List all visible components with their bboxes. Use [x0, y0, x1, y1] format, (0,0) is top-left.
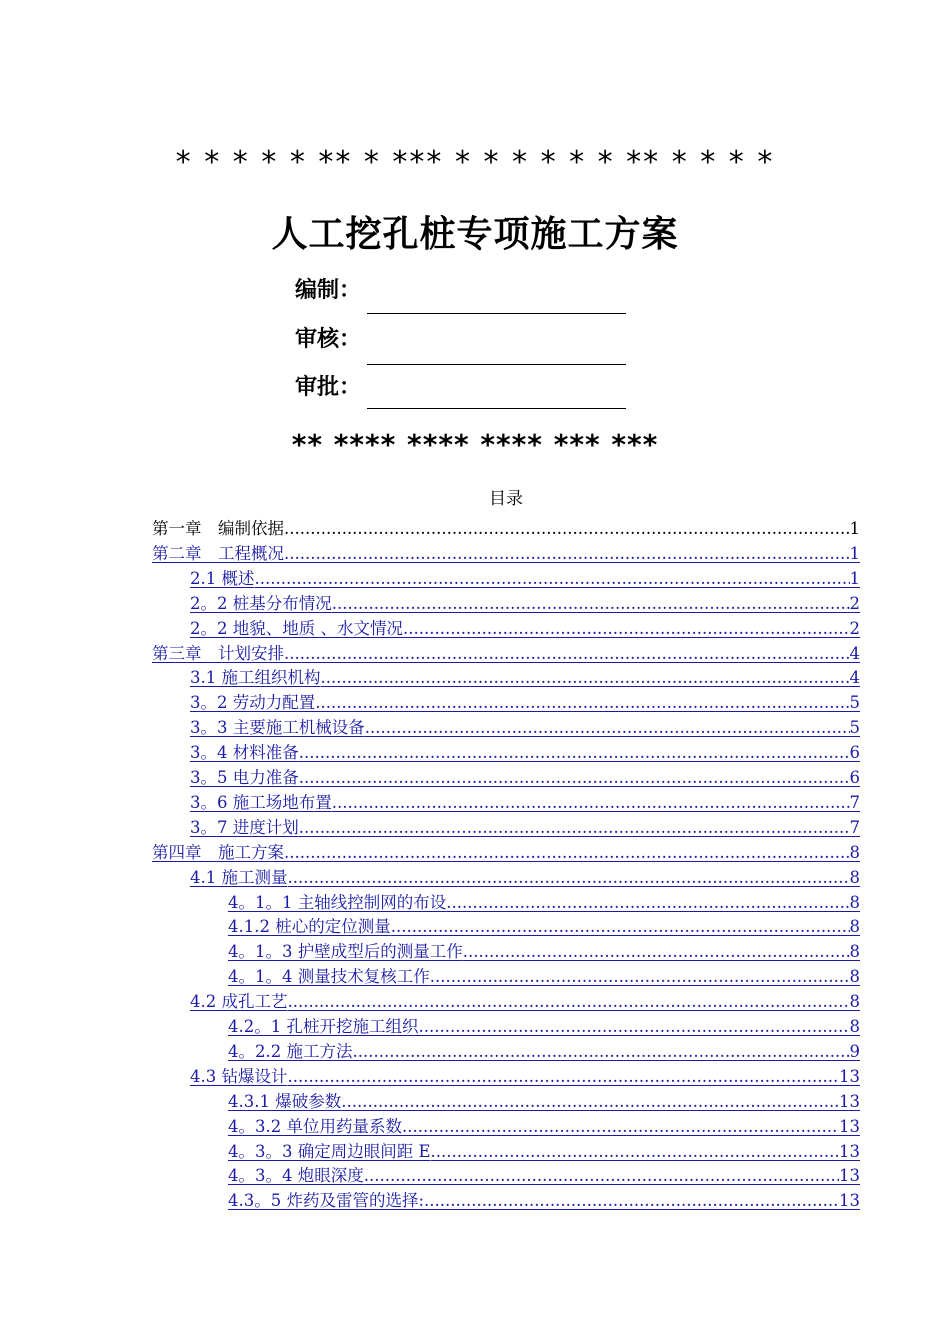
- toc-dot-leader: [299, 741, 850, 765]
- toc-entry: [152, 517, 860, 541]
- toc-entry-title: 2.1 概述: [190, 568, 255, 588]
- toc-entry[interactable]: [228, 1090, 860, 1114]
- toc-entry[interactable]: [228, 1115, 860, 1139]
- approved-by-signature-line: [367, 408, 626, 409]
- toc-entry-page-number: 13: [839, 1066, 860, 1086]
- toc-entry[interactable]: [228, 1140, 860, 1164]
- toc-dot-leader: [463, 940, 850, 964]
- compiled-by-signature-line: [367, 313, 626, 314]
- toc-entry-title: 3。4 材料准备: [190, 743, 299, 763]
- toc-entry-title: 3。5 电力准备: [190, 768, 299, 787]
- toc-entry-title: 3。7 进度计划: [190, 817, 299, 837]
- toc-entry-page-number: 8: [849, 942, 860, 962]
- toc-entry[interactable]: [190, 741, 860, 765]
- toc-entry[interactable]: [228, 1015, 860, 1039]
- toc-entry[interactable]: [228, 1189, 860, 1213]
- toc-dot-leader: [299, 766, 850, 790]
- toc-entry-title: 第一章 编制依据: [152, 519, 284, 538]
- masked-company-name: ** **** **** **** *** ***: [291, 428, 659, 461]
- toc-dot-leader: [284, 517, 850, 541]
- toc-entry-title: 4。1。1 主轴线控制网的布设: [228, 892, 447, 912]
- toc-entry[interactable]: [228, 915, 860, 939]
- toc-entry-page-number: 13: [839, 1166, 860, 1186]
- toc-entry-title: 4.2。1 孔桩开挖施工组织: [228, 1017, 419, 1036]
- toc-entry[interactable]: [190, 990, 860, 1014]
- toc-dot-leader: [255, 567, 850, 591]
- toc-dot-leader: [299, 816, 850, 840]
- toc-entry[interactable]: [228, 965, 860, 989]
- toc-entry[interactable]: [228, 940, 860, 964]
- toc-dot-leader: [431, 1140, 839, 1164]
- toc-entry-title: 3.1 施工组织机构: [190, 668, 321, 688]
- toc-entry-page-number: 6: [849, 768, 860, 787]
- toc-entry-title: 4.3.1 爆破参数: [228, 1091, 342, 1111]
- toc-dot-leader: [288, 1065, 840, 1089]
- toc-entry-page-number: 13: [839, 1091, 860, 1111]
- toc-dot-leader: [315, 691, 849, 715]
- toc-entry[interactable]: [190, 791, 860, 815]
- toc-dot-leader: [446, 891, 849, 915]
- toc-entry-page-number: 1: [849, 519, 860, 538]
- toc-entry-page-number: 2: [849, 593, 860, 613]
- toc-entry-title: 4。2.2 施工方法: [228, 1041, 353, 1061]
- toc-entry-page-number: 8: [849, 917, 860, 937]
- toc-dot-leader: [321, 666, 850, 690]
- approved-by-label: 审批：: [295, 375, 362, 400]
- toc-dot-leader: [288, 866, 850, 890]
- toc-dot-leader: [402, 1115, 839, 1139]
- toc-entry[interactable]: [190, 567, 860, 591]
- toc-entry-title: 第四章 施工方案: [152, 842, 284, 862]
- toc-entry[interactable]: [228, 891, 860, 915]
- toc-dot-leader: [284, 542, 850, 566]
- toc-dot-leader: [403, 617, 850, 641]
- toc-entry-page-number: 8: [849, 892, 860, 912]
- toc-entry-page-number: 8: [849, 967, 860, 987]
- toc-entry-page-number: 5: [849, 718, 860, 738]
- toc-entry[interactable]: [190, 866, 860, 890]
- toc-dot-leader: [284, 642, 850, 666]
- toc-entry-title: 4.1 施工测量: [190, 867, 288, 887]
- toc-dot-leader: [391, 915, 850, 939]
- toc-dot-leader: [332, 592, 850, 616]
- toc-entry-page-number: 6: [849, 743, 860, 763]
- toc-entry[interactable]: [152, 841, 860, 865]
- toc-entry-page-number: 9: [849, 1041, 860, 1061]
- toc-entry-title: 2。2 桩基分布情况: [190, 593, 332, 613]
- toc-heading: 目录: [489, 489, 523, 509]
- toc-entry[interactable]: [228, 1164, 860, 1188]
- toc-entry[interactable]: [190, 1065, 860, 1089]
- toc-entry-page-number: 5: [849, 693, 860, 713]
- toc-dot-leader: [332, 791, 850, 815]
- toc-entry-page-number: 4: [849, 643, 860, 663]
- toc-entry[interactable]: [190, 666, 860, 690]
- toc-entry-page-number: 7: [849, 792, 860, 812]
- toc-entry-page-number: 8: [849, 842, 860, 862]
- toc-entry[interactable]: [190, 691, 860, 715]
- toc-entry-title: 4。1。3 护壁成型后的测量工作: [228, 942, 463, 962]
- toc-entry-title: 第二章 工程概况: [152, 543, 284, 563]
- toc-entry[interactable]: [190, 716, 860, 740]
- toc-entry-title: 3。2 劳动力配置: [190, 693, 316, 713]
- toc-dot-leader: [284, 841, 850, 865]
- toc-entry-title: 4.2 成孔工艺: [190, 992, 288, 1012]
- toc-entry[interactable]: [190, 816, 860, 840]
- toc-entry-title: 4。3.2 单位用药量系数: [228, 1116, 402, 1136]
- toc-dot-leader: [424, 1189, 839, 1213]
- toc-dot-leader: [341, 1090, 839, 1114]
- toc-dot-leader: [430, 965, 850, 989]
- compiled-by-label: 编制：: [295, 278, 362, 303]
- toc-entry[interactable]: [190, 766, 860, 790]
- masked-organization-name: * * * * * ** * *** * * * * * * ** * * * *: [175, 145, 775, 180]
- toc-entry-title: 4。1。4 测量技术复核工作: [228, 967, 430, 987]
- toc-entry-title: 3。6 施工场地布置: [190, 792, 332, 812]
- toc-entry-page-number: 4: [849, 668, 860, 688]
- toc-entry-page-number: 13: [839, 1191, 860, 1211]
- toc-entry-title: 4.3。5 炸药及雷管的选择:: [228, 1191, 425, 1211]
- toc-entry-page-number: 8: [849, 1017, 860, 1036]
- toc-dot-leader: [364, 1164, 839, 1188]
- toc-entry-title: 4.3 钻爆设计: [190, 1066, 288, 1086]
- toc-entry-page-number: 7: [849, 817, 860, 837]
- toc-dot-leader: [365, 716, 850, 740]
- toc-dot-leader: [288, 990, 850, 1014]
- toc-dot-leader: [352, 1040, 849, 1064]
- toc-entry-title: 4。3。4 炮眼深度: [228, 1166, 364, 1186]
- toc-entry[interactable]: [190, 617, 860, 641]
- toc-entry-title: 第三章 计划安排: [152, 643, 284, 663]
- toc-entry-page-number: 1: [849, 568, 860, 588]
- reviewed-by-signature-line: [367, 364, 626, 365]
- toc-entry-title: 4.1.2 桩心的定位测量: [228, 917, 391, 937]
- toc-entry-page-number: 8: [849, 867, 860, 887]
- toc-entry[interactable]: [228, 1040, 860, 1064]
- toc-entry[interactable]: [152, 642, 860, 666]
- toc-entry-page-number: 1: [849, 543, 860, 563]
- toc-entry-title: 3。3 主要施工机械设备: [190, 718, 365, 738]
- toc-entry-page-number: 2: [849, 618, 860, 638]
- document-title: 人工挖孔桩专项施工方案: [271, 213, 679, 255]
- toc-dot-leader: [418, 1015, 849, 1039]
- toc-entry[interactable]: [190, 592, 860, 616]
- toc-entry-title: 4。3。3 确定周边眼间距 E: [228, 1141, 431, 1161]
- toc-entry-page-number: 13: [839, 1116, 860, 1136]
- toc-entry[interactable]: [152, 542, 860, 566]
- toc-entry-page-number: 8: [849, 992, 860, 1012]
- reviewed-by-label: 审核：: [295, 327, 362, 352]
- toc-entry-title: 2。2 地貌、地质 、水文情况: [190, 618, 403, 638]
- toc-entry-page-number: 13: [839, 1141, 860, 1161]
